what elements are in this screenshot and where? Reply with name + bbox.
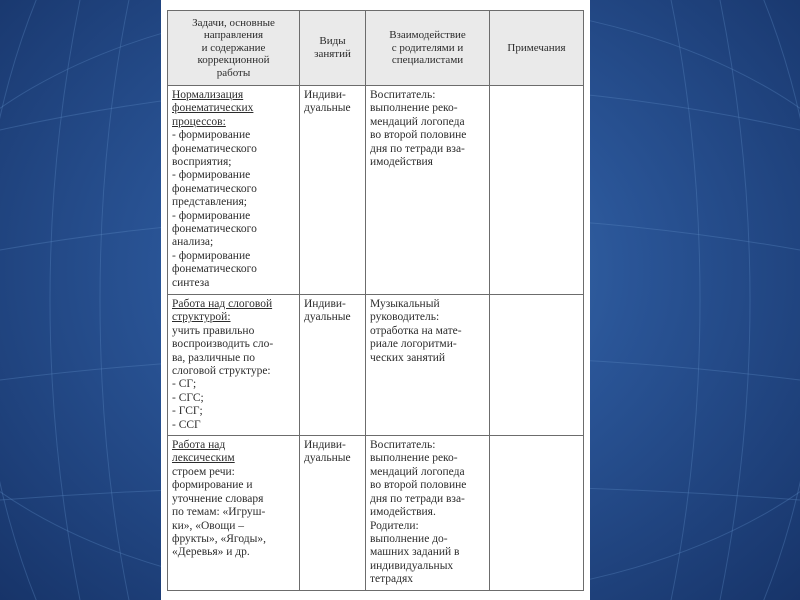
interaction-line: Воспитатель: — [370, 439, 436, 452]
table-row — [168, 86, 584, 295]
task-body-line: учить правильно — [172, 324, 255, 337]
header-line: Виды — [319, 35, 346, 48]
header-line: Задачи, основные — [192, 16, 275, 29]
cell-task — [168, 86, 300, 295]
header-line: занятий — [314, 48, 351, 60]
interaction-line: Родители: — [370, 519, 419, 532]
task-body-line: - СГС; — [172, 391, 204, 404]
interaction-line: тетрадях — [370, 573, 414, 586]
interaction-line: выполнение реко- — [370, 452, 458, 465]
task-body-line: фонематического — [172, 182, 257, 195]
task-body-line: формирование и — [172, 479, 253, 492]
interaction-line: Музыкальный — [370, 298, 440, 310]
interaction-line: риале логоритми- — [370, 338, 457, 351]
task-body-line: ки», «Овощи – — [172, 519, 245, 532]
kind-line: дуальные — [304, 102, 351, 115]
cell-kind — [300, 86, 366, 295]
task-body-line: строем речи: — [172, 465, 235, 478]
task-body-line: фонематического — [172, 263, 257, 276]
task-body-line: слоговой структуре: — [172, 365, 271, 378]
cell-notes — [490, 295, 584, 436]
interaction-line: выполнение до- — [370, 532, 448, 545]
task-body-line: «Деревья» и др. — [172, 546, 250, 559]
interaction-line: дня по тетради вза- — [370, 142, 465, 155]
interaction-line: машних заданий в — [370, 546, 460, 559]
task-body-line: - ГСГ; — [172, 405, 203, 418]
kind-line: Индиви- — [304, 298, 346, 310]
interaction-line: во второй половине — [370, 479, 467, 492]
task-title-line: фонематических — [172, 102, 254, 115]
header-tasks — [168, 11, 300, 86]
cell-task — [168, 295, 300, 436]
table-header-row — [168, 11, 584, 86]
task-body-line: восприятия; — [172, 156, 232, 169]
task-title-line: лексическим — [172, 452, 235, 465]
kind-line: дуальные — [304, 452, 351, 465]
task-body-line: фонематического — [172, 142, 257, 155]
task-body-line: представления; — [172, 196, 247, 209]
interaction-line: руководитель: — [370, 311, 440, 324]
task-body-line: - формирование — [172, 169, 251, 182]
task-body-line: по темам: «Игруш- — [172, 506, 266, 519]
task-body-line: уточнение словаря — [172, 492, 264, 505]
header-line: Взаимодействие — [389, 29, 466, 42]
header-line: и содержание — [201, 41, 266, 54]
interaction-line: имодействия — [370, 156, 433, 169]
header-line: коррекционной — [197, 54, 270, 67]
cell-interaction — [366, 436, 490, 591]
interaction-line: во второй половине — [370, 129, 467, 142]
table-row — [168, 436, 584, 591]
header-line: направления — [203, 29, 264, 42]
task-body-line: ва, различные по — [172, 351, 255, 364]
task-body-line: - СГ; — [172, 378, 197, 391]
task-body-line: фрукты», «Ягоды», — [172, 532, 266, 545]
interaction-line: выполнение реко- — [370, 102, 458, 115]
task-title-line: Работа над слоговой — [172, 298, 273, 310]
cell-task — [168, 436, 300, 591]
interaction-line: мендаций логопеда — [370, 115, 465, 128]
header-line: Примечания — [507, 41, 566, 54]
task-body-line: синтеза — [172, 276, 210, 289]
task-title-line: Нормализация — [172, 89, 244, 101]
interaction-line: мендаций логопеда — [370, 465, 465, 478]
header-interaction — [366, 11, 490, 86]
header-notes — [490, 11, 584, 86]
task-body-line: - формирование — [172, 129, 251, 142]
task-body-line: воспроизводить сло- — [172, 338, 274, 351]
document-page — [161, 0, 590, 600]
kind-line: Индиви- — [304, 89, 346, 101]
task-title-line: структурой: — [172, 311, 231, 324]
task-body-line: фонематического — [172, 223, 257, 236]
task-body-line: - формирование — [172, 209, 251, 222]
cell-notes — [490, 86, 584, 295]
table-row — [168, 295, 584, 436]
header-line: работы — [216, 66, 251, 79]
correction-work-table — [167, 10, 584, 591]
interaction-line: ческих занятий — [370, 351, 446, 364]
header-line: с родителями и — [391, 41, 464, 54]
interaction-line: имодействия. — [370, 506, 436, 519]
header-kinds — [300, 11, 366, 86]
interaction-line: дня по тетради вза- — [370, 492, 465, 505]
kind-line: дуальные — [304, 311, 351, 324]
kind-line: Индиви- — [304, 439, 346, 452]
cell-interaction — [366, 295, 490, 436]
cell-notes — [490, 436, 584, 591]
cell-kind — [300, 436, 366, 591]
cell-interaction — [366, 86, 490, 295]
interaction-line: индивидуальных — [370, 559, 454, 572]
task-body-line: анализа; — [172, 236, 214, 249]
task-body-line: - ССГ — [172, 418, 201, 431]
interaction-line: отработка на мате- — [370, 324, 462, 337]
task-title-line: процессов: — [172, 115, 226, 128]
task-body-line: - формирование — [172, 249, 251, 262]
header-line: специалистами — [391, 54, 464, 67]
interaction-line: Воспитатель: — [370, 89, 436, 101]
cell-kind — [300, 295, 366, 436]
task-title-line: Работа над — [172, 439, 226, 452]
